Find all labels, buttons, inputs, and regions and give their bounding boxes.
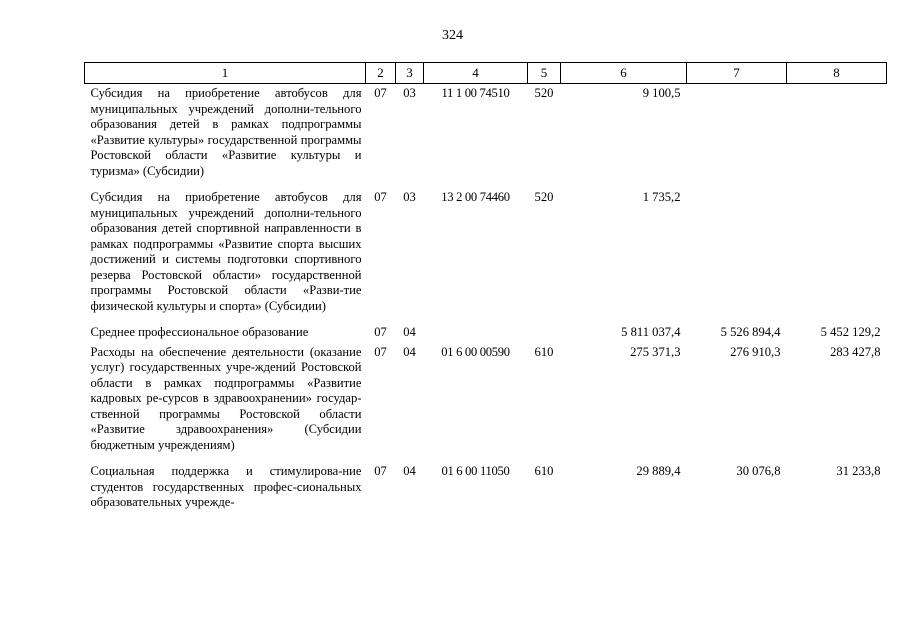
row-subsection-code: 04 — [403, 325, 416, 339]
table-row — [85, 188, 887, 323]
row-target-article-code — [424, 323, 528, 343]
row-amount-col7: 30 076,8 — [736, 464, 781, 478]
row-name: Расходы на обеспечение деятельности (оказание услуг) государственных учре-ждений Ростовской области в рамках подпрограммы «Развитие кадровых ре-сурсов в здравоохранении» государ-ственной программы Ростовской области «Развитие здравоохранения» (Субсидии бюджетным учреждениям) — [90, 344, 362, 452]
row-amount-col7: 5 526 894,4 — [720, 325, 781, 339]
row-amount-col8 — [787, 84, 887, 189]
row-amount-col7: 276 910,3 — [730, 344, 781, 359]
row-target-article-code: 11 1 00 74510 — [441, 86, 510, 100]
budget-table — [84, 62, 887, 520]
row-amount-col7 — [687, 188, 787, 323]
header-cell-3: 3 — [396, 63, 424, 84]
row-section-code: 07 — [374, 464, 387, 478]
row-amount-col6: 275 371,3 — [630, 344, 681, 359]
row-name: Социальная поддержка и стимулирова-ние студентов государственных профес-сиональных образовательных учрежде- — [90, 464, 362, 509]
row-amount-col6: 1 735,2 — [642, 190, 681, 204]
row-name: Среднее профессиональное образование — [90, 325, 309, 339]
row-subsection-code: 04 — [403, 344, 416, 359]
row-amount-col8 — [787, 188, 887, 323]
row-expense-type-code: 520 — [534, 86, 554, 100]
row-amount-col6: 9 100,5 — [642, 86, 681, 100]
table-row — [85, 462, 887, 520]
header-cell-7: 7 — [687, 63, 787, 84]
row-amount-col6: 29 889,4 — [636, 464, 681, 478]
row-amount-col8: 5 452 129,2 — [820, 325, 881, 339]
table-row — [85, 323, 887, 343]
row-expense-type-code — [528, 323, 561, 343]
row-name: Субсидия на приобретение автобусов для муниципальных учреждений дополни-тельного образования детей в рамках подпрограммы «Развитие культуры» государственной программы Ростовской области «Развитие культуры и туризма» (Субсидии) — [90, 86, 362, 178]
row-subsection-code: 03 — [403, 86, 416, 100]
table-header-row — [85, 63, 887, 84]
row-subsection-code: 04 — [403, 464, 416, 478]
row-expense-type-code: 610 — [534, 464, 554, 478]
row-section-code: 07 — [374, 325, 387, 339]
header-cell-4: 4 — [424, 63, 528, 84]
header-cell-5: 5 — [528, 63, 561, 84]
row-subsection-code: 03 — [403, 190, 416, 204]
row-section-code: 07 — [374, 190, 387, 204]
row-expense-type-code: 520 — [534, 190, 554, 204]
page-number: 324 — [442, 28, 463, 43]
row-target-article-code: 01 6 00 11050 — [441, 464, 510, 478]
table-row — [85, 84, 887, 189]
header-cell-1: 1 — [85, 63, 366, 84]
row-section-code: 07 — [374, 344, 387, 359]
row-amount-col8: 31 233,8 — [836, 464, 881, 478]
row-expense-type-code: 610 — [534, 344, 554, 359]
row-amount-col8: 283 427,8 — [830, 344, 881, 359]
table-row — [85, 343, 887, 463]
header-cell-8: 8 — [787, 63, 887, 84]
header-cell-2: 2 — [366, 63, 396, 84]
row-target-article-code: 13 2 00 74460 — [441, 190, 510, 204]
header-cell-6: 6 — [561, 63, 687, 84]
row-amount-col6: 5 811 037,4 — [621, 325, 681, 339]
row-name: Субсидия на приобретение автобусов для муниципальных учреждений дополни-тельного образования детей спортивной направленности в рамках подпрограммы «Развитие спорта высших достижений и системы подготовки спортивного резерва Ростовской области» государственной программы Ростовской области «Разви-тие физической культуры и спорта» (Субсидии) — [90, 190, 362, 313]
row-section-code: 07 — [374, 86, 387, 100]
row-target-article-code: 01 6 00 00590 — [441, 344, 510, 359]
row-amount-col7 — [687, 84, 787, 189]
